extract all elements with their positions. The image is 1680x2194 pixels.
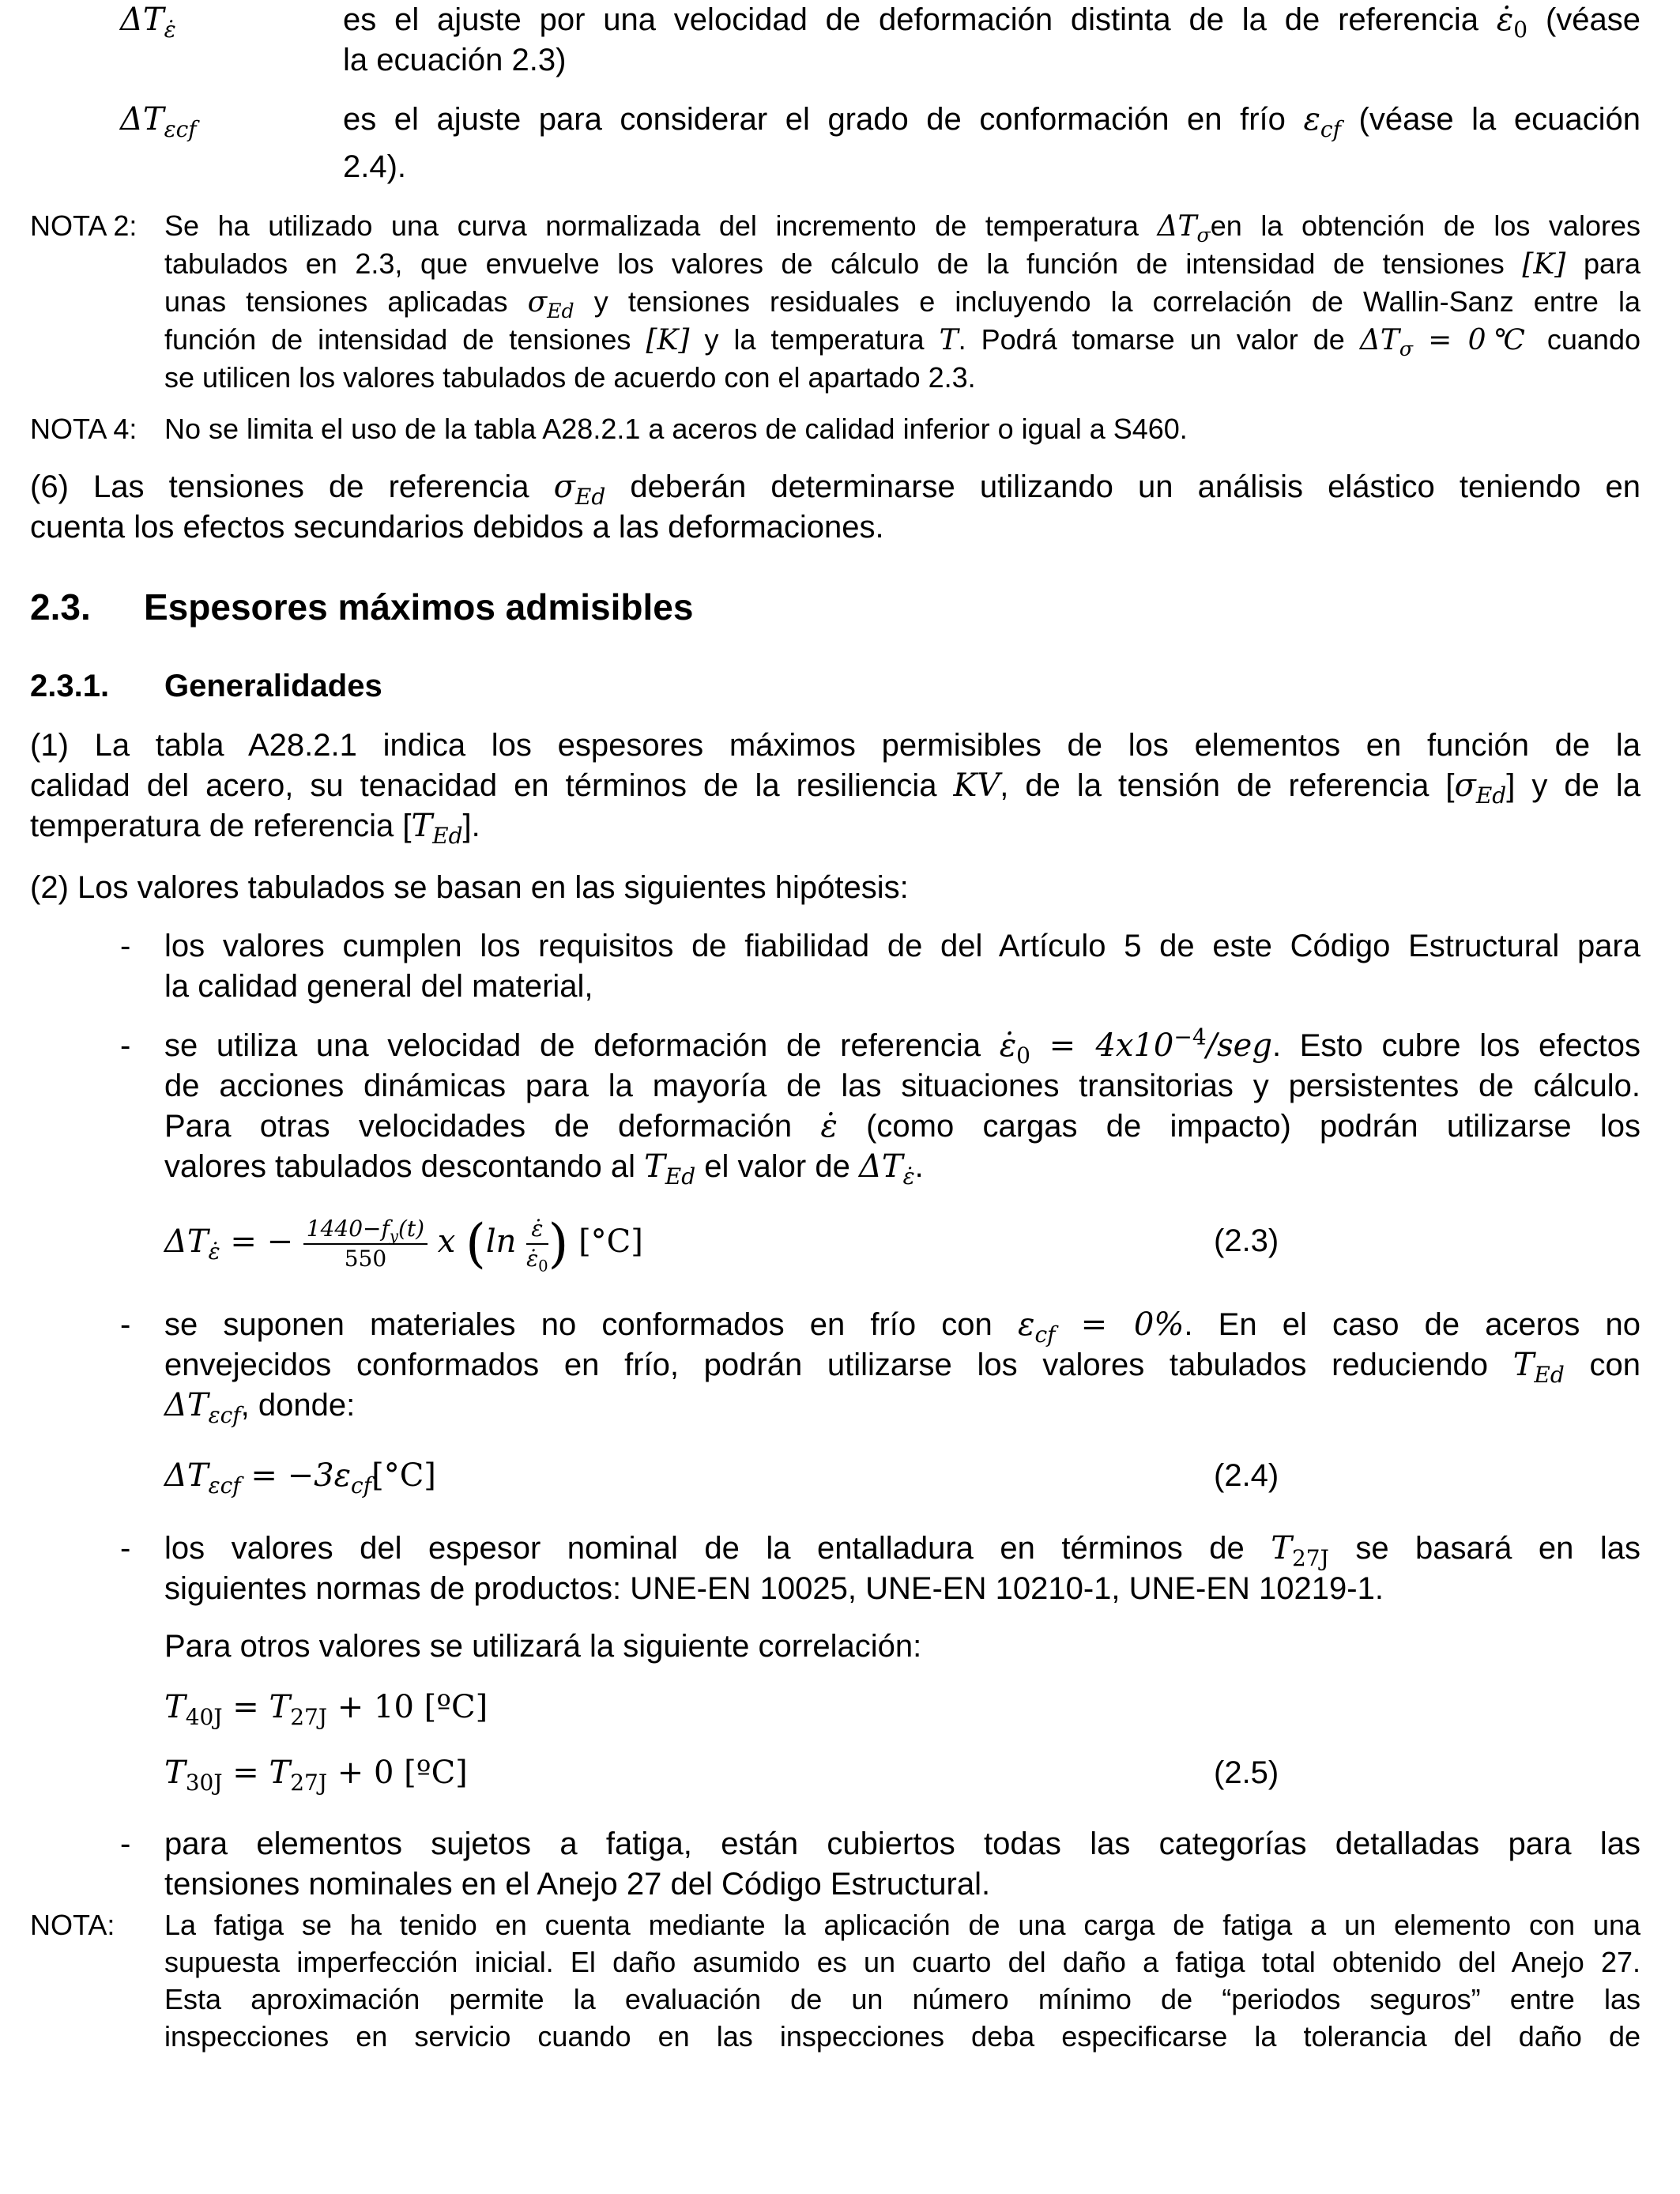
nota-final-text — [164, 1906, 1640, 2055]
fraction-1440: $\frac{1440-f_y(t)}{550}$ — [303, 1215, 428, 1273]
bullet-2-line2: de acciones dinámicas para la mayoría de las situaciones transitorias y persistentes de cálculo. — [164, 1069, 1640, 1103]
nota4-text: No se limita el uso de la tabla A28.2.1 a aceros de calidad inferior o igual a S460. — [164, 413, 1188, 445]
equation-2-4-number: (2.4) — [1214, 1458, 1279, 1493]
nota-final-line2: supuesta imperfección inicial. El daño asumido es un cuarto del daño a fatiga total obtenido del Anejo 27. — [164, 1946, 1640, 1978]
bullet-5-line1: para elementos sujetos a fatiga, están cubiertos todas las categorías detalladas para las — [164, 1826, 1640, 1861]
bullet-4-line3: Para otros valores se utilizará la siguiente correlación: — [164, 1629, 922, 1664]
equation-2-5-number: (2.5) — [1214, 1755, 1279, 1790]
nota2-label: NOTA 2: — [30, 209, 137, 242]
equation-2-5a: $T_{40J} = T_{27J} + 10$ [ºC] — [164, 1689, 488, 1730]
def2-symbol: $\Delta T_{\varepsilon cf}$ — [120, 101, 197, 142]
section-title: Espesores máximos admisibles — [144, 586, 694, 628]
fraction-strain: $\frac{\varepsiloṅ}{\varepsiloṅ_0}$ — [526, 1216, 548, 1276]
bullet-5 — [164, 1824, 1640, 1905]
def1-line2: la ecuación 2.3) — [343, 43, 567, 77]
nota4-label: NOTA 4: — [30, 413, 137, 445]
bullet-4-line2: siguientes normas de productos: UNE-EN 10025, UNE-EN 10210-1, UNE-EN 10219-1. — [164, 1571, 1384, 1606]
subsection-title: Generalidades — [164, 669, 382, 703]
equation-2-3-number: (2.3) — [1214, 1223, 1279, 1258]
def1-line1: es el ajuste por una velocidad de deformación distinta de la de referencia $\varepsiloṅ_0$ (véase — [343, 2, 1640, 43]
bullet-3-dash: - — [120, 1307, 131, 1342]
def1-symbol: $\Delta T_{\varepsiloṅ}$ — [120, 2, 176, 43]
bullet-2-line3: Para otras velocidades de deformación ε̇ (como cargas de impacto) podrán utilizarse los — [164, 1108, 1641, 1144]
p6-line2: cuenta los efectos secundarios debidos a las deformaciones. — [30, 510, 884, 545]
nota-final-line4: inspecciones en servicio cuando en las inspecciones deba especificarse la tolerancia del daño de — [164, 2020, 1640, 2053]
bullet-2-line1: se utiliza una velocidad de deformación de referencia $\varepsiloṅ_0 = 4x10^{-4}/seg$. Esto cubre los efectos — [164, 1023, 1640, 1069]
p6-line1: (6) Las tensiones de referencia $\sigma_{Ed}$ deberán determinarse utilizando un análisis elástico teniendo en — [30, 469, 1640, 510]
nota-final-label: NOTA: — [30, 1909, 115, 1941]
bullet-4-line1: los valores del espesor nominal de la entalladura en términos de $T_{27J}$ se basará en las — [164, 1530, 1640, 1571]
p1-line2: calidad del acero, su tenacidad en términos de la resiliencia KV, de la tensión de referencia $[\sigma_{Ed}]$ y de la — [30, 767, 1640, 809]
nota2-line2: tabulados en 2.3, que envuelve los valores de cálculo de la función de intensidad de tensiones [K] para — [164, 247, 1640, 281]
equation-2-4: $\Delta T_{\varepsilon cf} = -3\varepsilon_{cf}[^\circ C]$ — [164, 1457, 436, 1498]
bullet-2 — [164, 1023, 1641, 1189]
nota2-line3: unas tensiones aplicadas $\sigma_{Ed}$ y tensiones residuales e incluyendo la correlación de Wallin-Sanz entre la — [164, 285, 1640, 323]
equation-2-5b: $T_{30J} = T_{27J} + 0$ [ºC] — [164, 1755, 468, 1796]
bullet-3-line3: $\Delta T_{\varepsilon cf}$, donde: — [164, 1387, 356, 1428]
p1-line1: (1) La tabla A28.2.1 indica los espesores máximos permisibles de los elementos en función de la — [30, 728, 1640, 763]
nota2-line1: Se ha utilizado una curva normalizada del incremento de temperatura $\Delta T_\sigma en$ la obtención de los valores — [164, 209, 1640, 247]
bullet-5-dash: - — [120, 1826, 131, 1861]
nota2-text — [164, 207, 1640, 396]
def2-line2: 2.4). — [343, 149, 407, 184]
p1-line3: temperatura de referencia $[T_{Ed}]$. — [30, 808, 480, 849]
bullet-4 — [164, 1529, 1640, 1609]
nota2-line5: se utilicen los valores tabulados de acuerdo con el apartado 2.3. — [164, 361, 976, 394]
nota2-line4: función de intensidad de tensiones [K] y la temperatura T. Podrá tomarse un valor de $\Delta T_\sigma$ = 0℃ cuando — [164, 323, 1640, 361]
bullet-3 — [164, 1305, 1640, 1426]
bullet-5-line2: tensiones nominales en el Anejo 27 del Código Estructural. — [164, 1867, 991, 1902]
bullet-1-line2: la calidad general del material, — [164, 969, 593, 1004]
paragraph-2-intro: (2) Los valores tabulados se basan en las siguientes hipótesis: — [30, 870, 909, 905]
nota-final-line3: Esta aproximación permite la evaluación de un número mínimo de “periodos seguros” entre las — [164, 1983, 1640, 2015]
paragraph-1 — [30, 726, 1640, 849]
paragraph-6 — [30, 467, 1640, 548]
bullet-1-line1: los valores cumplen los requisitos de fiabilidad de del Artículo 5 de este Código Estructural para — [164, 929, 1640, 963]
bullet-2-line4: valores tabulados descontando al $T_{Ed}$ el valor de $\Delta T_{\varepsiloṅ}$. — [164, 1148, 924, 1189]
def2-line1: es el ajuste para considerar el grado de conformación en frío $\varepsilon_{cf}$ (véase la ecuación — [343, 101, 1640, 142]
bullet-1-dash: - — [120, 929, 131, 963]
bullet-4-dash: - — [120, 1531, 131, 1566]
bullet-2-dash: - — [120, 1028, 131, 1063]
section-number: 2.3. — [30, 586, 91, 628]
bullet-1 — [164, 926, 1640, 1007]
bullet-3-line2: envejecidos conformados en frío, podrán utilizarse los valores tabulados reduciendo $T_{Ed}$ con — [164, 1347, 1640, 1388]
subsection-number: 2.3.1. — [30, 669, 110, 703]
bullet-3-line1: se suponen materiales no conformados en frío con $\varepsilon_{cf} = 0\%$. En el caso de aceros no — [164, 1306, 1640, 1348]
equation-2-3: $\Delta T_{\varepsiloṅ}$ = − $\frac{1440-f_y(t)}{550}$ x (ln $\frac{\varepsiloṅ}{\varepsiloṅ_0}$ ) [°C] — [164, 1213, 643, 1276]
nota-final-line1: La fatiga se ha tenido en cuenta mediante la aplicación de una carga de fatiga a un elemento con una — [164, 1909, 1640, 1941]
